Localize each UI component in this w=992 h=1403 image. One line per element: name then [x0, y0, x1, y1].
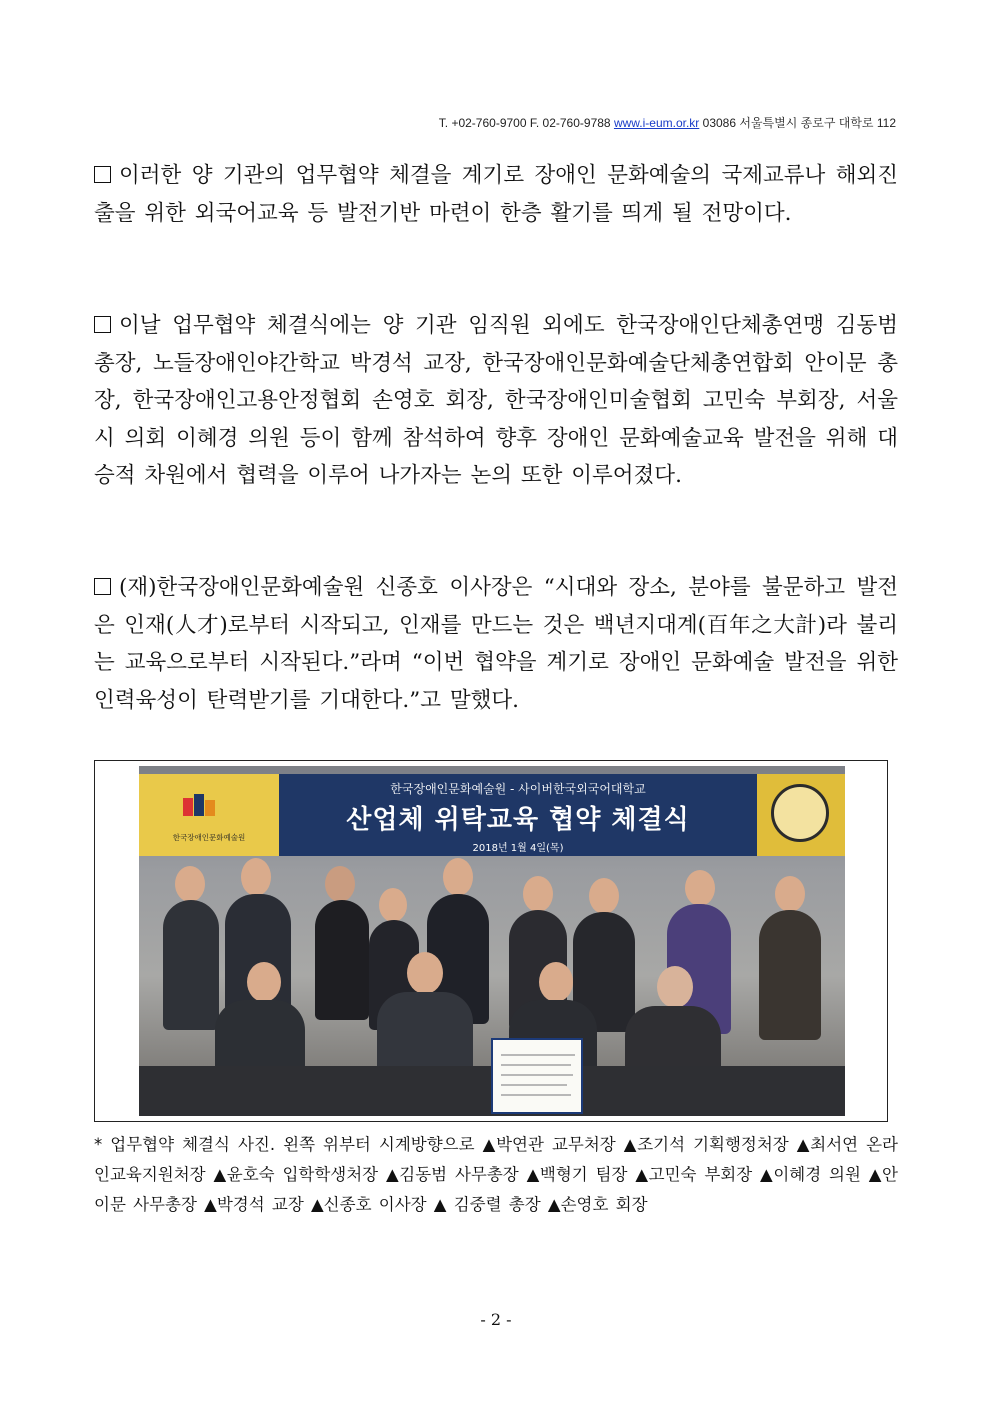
paragraph-1: [94, 157, 898, 232]
banner-left-panel: [139, 774, 279, 856]
paragraph-3-text: (재)한국장애인문화예술원 신종호 이사장은 “시대와 장소, 분야를 불문하고 발전은 인재(人才)로부터 시작되고, 인재를 만드는 것은 백년지대계(百年之大計)라 불리는 교육으로부터 시작된다.”라며 “이번 협약을 계기로 장애인 문화예술 발전을 위한 인력육성이 탄력받기를 기대한다.”고 말했다.: [94, 575, 898, 713]
agreement-document: [491, 1038, 583, 1114]
paragraph-2-text: 이날 업무협약 체결식에는 양 기관 임직원 외에도 한국장애인단체총연맹 김동범 총장, 노들장애인야간학교 박경석 교장, 한국장애인문화예술단체총연합회 안이문 총장, 한국장애인고용안정협회 손영호 회장, 한국장애인미술협회 고민숙 부회장, 서울시 의회 이혜경 의원 등이 함께 참석하여 향후 장애인 문화예술교육 발전을 위해 대승적 차원에서 협력을 이루어 나가자는 논의 또한 이루어졌다.: [94, 313, 898, 488]
logo-text: 한국장애인문화예술원: [172, 833, 246, 842]
square-bullet-icon: [94, 166, 111, 183]
banner-date: 2018년 1월 4일(목): [472, 843, 564, 854]
banner-right-panel: [757, 774, 845, 856]
photo-frame: [94, 760, 888, 1122]
paragraph-2: [94, 307, 898, 495]
header-website-link[interactable]: www.i-eum.or.kr: [613, 116, 700, 130]
header-address: 03086 서울특별시 종로구 대학로 112: [702, 116, 896, 130]
page-number: - 2 -: [480, 1310, 512, 1329]
banner-title: 산업체 위탁교육 협약 체결식: [346, 805, 690, 835]
header-phone: T. +02-760-9700: [438, 116, 527, 130]
page-header: [439, 114, 896, 131]
square-bullet-icon: [94, 316, 111, 333]
institute-logo-icon: [181, 792, 217, 820]
ceremony-photo: [139, 766, 845, 1116]
university-seal-icon: [771, 784, 829, 842]
paragraph-3: [94, 569, 898, 719]
photo-caption: * 업무협약 체결식 사진. 왼쪽 위부터 시계방향으로 ▲박연관 교무처장 ▲조기석 기획행정처장 ▲최서연 온라인교육지원처장 ▲윤호숙 입학학생처장 ▲김동범 사무총장 ▲백형기 팀장 ▲고민숙 부회장 ▲이혜경 의원 ▲안이문 사무총장 ▲박경석 교장 ▲신종호 이사장 ▲ 김중렬 총장 ▲손영호 회장: [94, 1135, 898, 1214]
square-bullet-icon: [94, 578, 111, 595]
event-banner: [279, 774, 757, 856]
banner-subtitle: 한국장애인문화예술원 - 사이버한국외국어대학교: [390, 782, 646, 796]
header-fax: F. 02-760-9788: [529, 116, 611, 130]
paragraph-1-text: 이러한 양 기관의 업무협약 체결을 계기로 장애인 문화예술의 국제교류나 해외진출을 위한 외국어교육 등 발전기반 마련이 한층 활기를 띄게 될 전망이다.: [94, 163, 898, 226]
